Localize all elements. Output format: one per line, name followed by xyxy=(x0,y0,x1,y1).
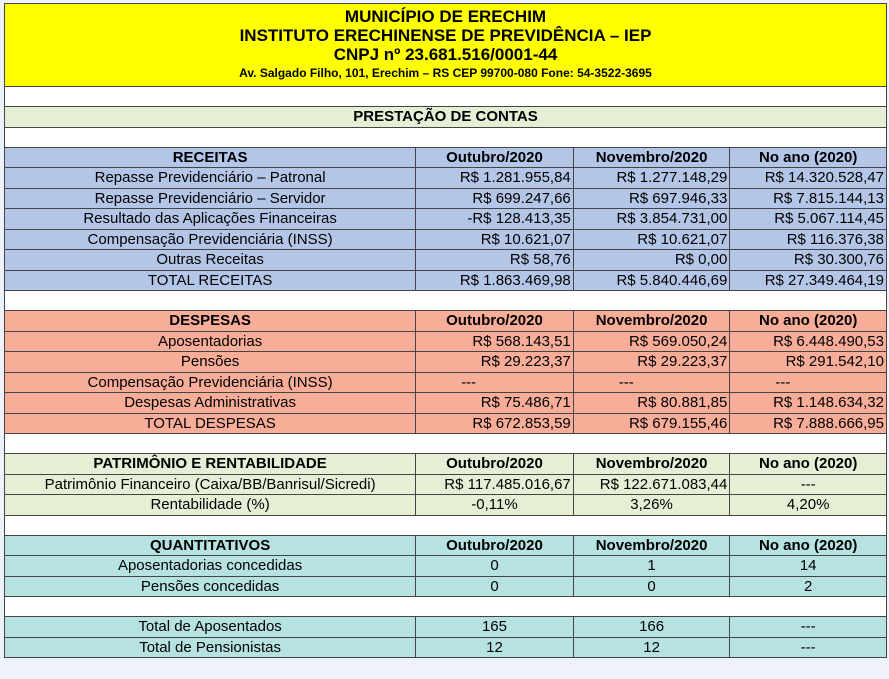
value-cell: R$ 568.143,51 xyxy=(416,331,574,352)
cnpj-line: CNPJ nº 23.681.516/0001-44 xyxy=(333,45,558,64)
spacer-row xyxy=(5,87,887,107)
report-title: PRESTAÇÃO DE CONTAS xyxy=(5,107,887,128)
value-cell: R$ 27.349.464,19 xyxy=(730,270,887,291)
despesas-header-cell: Novembro/2020 xyxy=(573,311,730,332)
spacer-row xyxy=(5,291,887,311)
value-cell: 1 xyxy=(573,556,730,577)
address-line: Av. Salgado Filho, 101, Erechim – RS CEP 99700-080 Fone: 54-3522-3695 xyxy=(239,66,652,80)
value-cell: 165 xyxy=(416,617,574,638)
value-cell: R$ 679.155,46 xyxy=(573,413,730,434)
row-label: Despesas Administrativas xyxy=(5,393,416,414)
value-cell: R$ 29.223,37 xyxy=(416,352,574,373)
institute-title: INSTITUTO ERECHINENSE DE PREVIDÊNCIA – IEP xyxy=(239,26,652,45)
receitas-header-cell: RECEITAS xyxy=(5,147,416,168)
value-cell: 2 xyxy=(730,576,887,597)
row-label: TOTAL DESPESAS xyxy=(5,413,416,434)
receitas-header-row xyxy=(5,147,887,168)
row-label: Repasse Previdenciário – Patronal xyxy=(5,168,416,189)
value-cell: R$ 80.881,85 xyxy=(573,393,730,414)
value-cell: --- xyxy=(730,474,887,495)
value-cell: R$ 1.277.148,29 xyxy=(573,168,730,189)
value-cell: R$ 116.376,38 xyxy=(730,229,887,250)
row-label: Total de Aposentados xyxy=(5,617,416,638)
value-cell: R$ 30.300,76 xyxy=(730,250,887,271)
table-row xyxy=(5,331,887,352)
table-row xyxy=(5,209,887,230)
row-label: Aposentadorias concedidas xyxy=(5,556,416,577)
despesas-header-cell: Outubro/2020 xyxy=(416,311,574,332)
value-cell: R$ 1.281.955,84 xyxy=(416,168,574,189)
spacer-row xyxy=(5,515,887,535)
patrimonio-header-cell: Outubro/2020 xyxy=(416,454,574,475)
table-row xyxy=(5,617,887,638)
table-row xyxy=(5,188,887,209)
row-label: Total de Pensionistas xyxy=(5,637,416,658)
despesas-header-row xyxy=(5,311,887,332)
value-cell: R$ 5.840.446,69 xyxy=(573,270,730,291)
value-cell: R$ 291.542,10 xyxy=(730,352,887,373)
patrimonio-section xyxy=(5,454,887,516)
table-row xyxy=(5,168,887,189)
value-cell: R$ 122.671.083,44 xyxy=(573,474,730,495)
table-row xyxy=(5,495,887,516)
despesas-header-cell: No ano (2020) xyxy=(730,311,887,332)
table-row xyxy=(5,372,887,393)
table-row xyxy=(5,474,887,495)
value-cell: R$ 10.621,07 xyxy=(573,229,730,250)
value-cell: --- xyxy=(573,372,730,393)
value-cell: -R$ 128.413,35 xyxy=(416,209,574,230)
quantitativos-header-cell: QUANTITATIVOS xyxy=(5,535,416,556)
value-cell: --- xyxy=(416,372,574,393)
value-cell: R$ 58,76 xyxy=(416,250,574,271)
patrimonio-header-row xyxy=(5,454,887,475)
totais-section xyxy=(5,617,887,658)
value-cell: R$ 10.621,07 xyxy=(416,229,574,250)
row-label: Aposentadorias xyxy=(5,331,416,352)
value-cell: R$ 7.888.666,95 xyxy=(730,413,887,434)
spacer-row xyxy=(5,597,887,617)
value-cell: R$ 6.448.490,53 xyxy=(730,331,887,352)
value-cell: R$ 75.486,71 xyxy=(416,393,574,414)
value-cell: 14 xyxy=(730,556,887,577)
value-cell: 166 xyxy=(573,617,730,638)
spacer-row xyxy=(5,127,887,147)
value-cell: R$ 14.320.528,47 xyxy=(730,168,887,189)
value-cell: 0 xyxy=(416,556,574,577)
table-row xyxy=(5,250,887,271)
receitas-header-cell: Novembro/2020 xyxy=(573,147,730,168)
value-cell: 0 xyxy=(573,576,730,597)
row-label: Compensação Previdenciária (INSS) xyxy=(5,372,416,393)
value-cell: R$ 29.223,37 xyxy=(573,352,730,373)
value-cell: R$ 672.853,59 xyxy=(416,413,574,434)
row-label: Repasse Previdenciário – Servidor xyxy=(5,188,416,209)
value-cell: R$ 5.067.114,45 xyxy=(730,209,887,230)
institution-header xyxy=(5,4,887,87)
row-label: Pensões concedidas xyxy=(5,576,416,597)
value-cell: 4,20% xyxy=(730,495,887,516)
receitas-header-cell: No ano (2020) xyxy=(730,147,887,168)
patrimonio-header-cell: No ano (2020) xyxy=(730,454,887,475)
value-cell: -0,11% xyxy=(416,495,574,516)
table-row xyxy=(5,413,887,434)
value-cell: R$ 697.946,33 xyxy=(573,188,730,209)
table-row xyxy=(5,270,887,291)
despesas-header-cell: DESPESAS xyxy=(5,311,416,332)
value-cell: R$ 7.815.144,13 xyxy=(730,188,887,209)
receitas-section xyxy=(5,147,887,291)
value-cell: --- xyxy=(730,617,887,638)
municipality-title: MUNICÍPIO DE ERECHIM xyxy=(344,7,547,26)
quantitativos-header-cell: Novembro/2020 xyxy=(573,535,730,556)
quantitativos-header-row xyxy=(5,535,887,556)
table-row xyxy=(5,393,887,414)
spacer-row xyxy=(5,434,887,454)
row-label: Resultado das Aplicações Financeiras xyxy=(5,209,416,230)
table-row xyxy=(5,556,887,577)
value-cell: R$ 569.050,24 xyxy=(573,331,730,352)
value-cell: 12 xyxy=(573,637,730,658)
accounts-table xyxy=(4,3,887,658)
row-label: Patrimônio Financeiro (Caixa/BB/Banrisul/Sicredi) xyxy=(5,474,416,495)
value-cell: R$ 699.247,66 xyxy=(416,188,574,209)
table-row xyxy=(5,352,887,373)
value-cell: R$ 117.485.016,67 xyxy=(416,474,574,495)
table-row xyxy=(5,576,887,597)
value-cell: R$ 1.148.634,32 xyxy=(730,393,887,414)
patrimonio-header-cell: PATRIMÔNIO E RENTABILIDADE xyxy=(5,454,416,475)
row-label: Outras Receitas xyxy=(5,250,416,271)
patrimonio-header-cell: Novembro/2020 xyxy=(573,454,730,475)
value-cell: 3,26% xyxy=(573,495,730,516)
value-cell: 12 xyxy=(416,637,574,658)
table-row xyxy=(5,229,887,250)
value-cell: R$ 0,00 xyxy=(573,250,730,271)
quantitativos-section xyxy=(5,535,887,597)
value-cell: R$ 1.863.469,98 xyxy=(416,270,574,291)
quantitativos-header-cell: No ano (2020) xyxy=(730,535,887,556)
row-label: Pensões xyxy=(5,352,416,373)
value-cell: 0 xyxy=(416,576,574,597)
row-label: Rentabilidade (%) xyxy=(5,495,416,516)
row-label: Compensação Previdenciária (INSS) xyxy=(5,229,416,250)
table-row xyxy=(5,637,887,658)
receitas-header-cell: Outubro/2020 xyxy=(416,147,574,168)
value-cell: --- xyxy=(730,372,887,393)
value-cell: --- xyxy=(730,637,887,658)
value-cell: R$ 3.854.731,00 xyxy=(573,209,730,230)
quantitativos-header-cell: Outubro/2020 xyxy=(416,535,574,556)
despesas-section xyxy=(5,311,887,434)
row-label: TOTAL RECEITAS xyxy=(5,270,416,291)
